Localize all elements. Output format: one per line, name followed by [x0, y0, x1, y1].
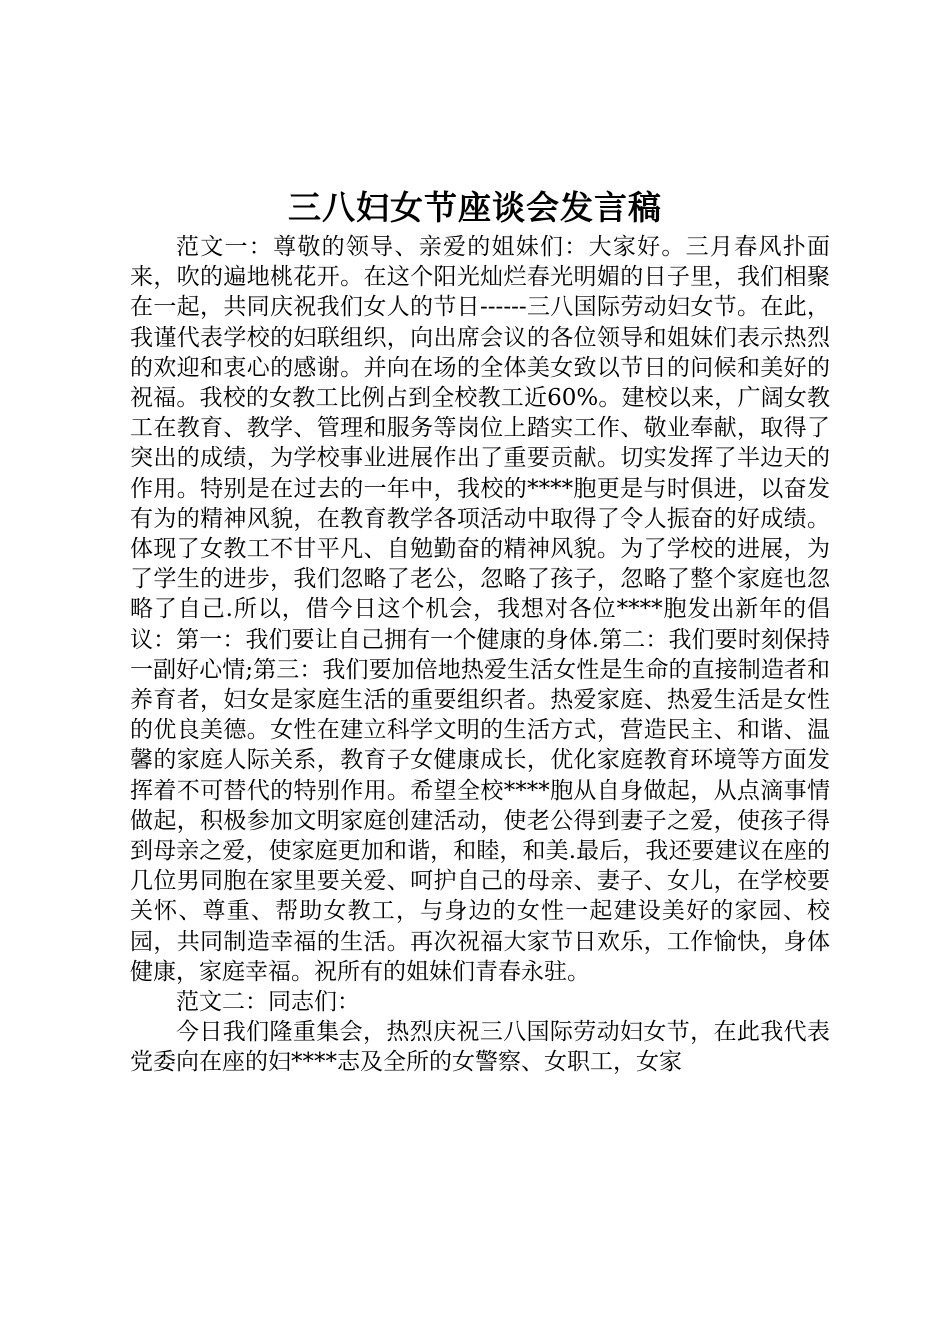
- document-title: 三八妇女节座谈会发言稿: [288, 188, 662, 227]
- paragraph-sample-two-body: 今日我们隆重集会，热烈庆祝三八国际劳动妇女节，在此我代表党委向在座的妇****志及全所的女警察、女职工，女家: [130, 1019, 830, 1076]
- paragraph-sample-one: 范文一：尊敬的领导、亲爱的姐妹们：大家好。三月春风扑面来，吹的遍地桃花开。在这个阳光灿烂春光明媚的日子里，我们相聚在一起，共同庆祝我们女人的节日------三八国际劳动妇女节。在此，我谨代表学校的妇联组织，向出席会议的各位领导和姐妹们表示热烈的欢迎和衷心的感谢。并向在场的全体美女致以节日的问候和美好的祝福。我校的女教工比例占到全校教工近60%。建校以来，广阔女教工在教育、教学、管理和服务等岗位上踏实工作、敬业奉献，取得了突出的成绩，为学校事业进展作出了重要贡献。切实发挥了半边天的作用。特别是在过去的一年中，我校的****胞更是与时俱进，以奋发有为的精神风貌，在教育教学各项活动中取得了令人振奋的好成绩。体现了女教工不甘平凡、自勉勤奋的精神风貌。为了学校的进展，为了学生的进步，我们忽略了老公，忽略了孩子，忽略了整个家庭也忽略了自己.所以，借今日这个机会，我想对各位****胞发出新年的倡议：第一：我们要让自己拥有一个健康的身体.第二：我们要时刻保持一副好心情;第三：我们要加倍地热爱生活女性是生命的直接制造者和养育者，妇女是家庭生活的重要组织者。热爱家庭、热爱生活是女性的优良美德。女性在建立科学文明的生活方式，营造民主、和谐、温馨的家庭人际关系，教育子女健康成长，优化家庭教育环境等方面发挥着不可替代的特别作用。希望全校****胞从自身做起，从点滴事情做起，积极参加文明家庭创建活动，使老公得到妻子之爱，使孩子得到母亲之爱，使家庭更加和谐，和睦，和美.最后，我还要建议在座的几位男同胞在家里要关爱、呵护自己的母亲、妻子、女儿，在学校要关怀、尊重、帮助女教工，与身边的女性一起建设美好的家园、校园，共同制造幸福的生活。再次祝福大家节日欢乐，工作愉快，身体健康，家庭幸福。祝所有的姐妹们青春永驻。: [130, 234, 830, 985]
- document-body: [130, 232, 830, 1078]
- paragraph-sample-two-heading: 范文二：同志们：: [176, 989, 360, 1016]
